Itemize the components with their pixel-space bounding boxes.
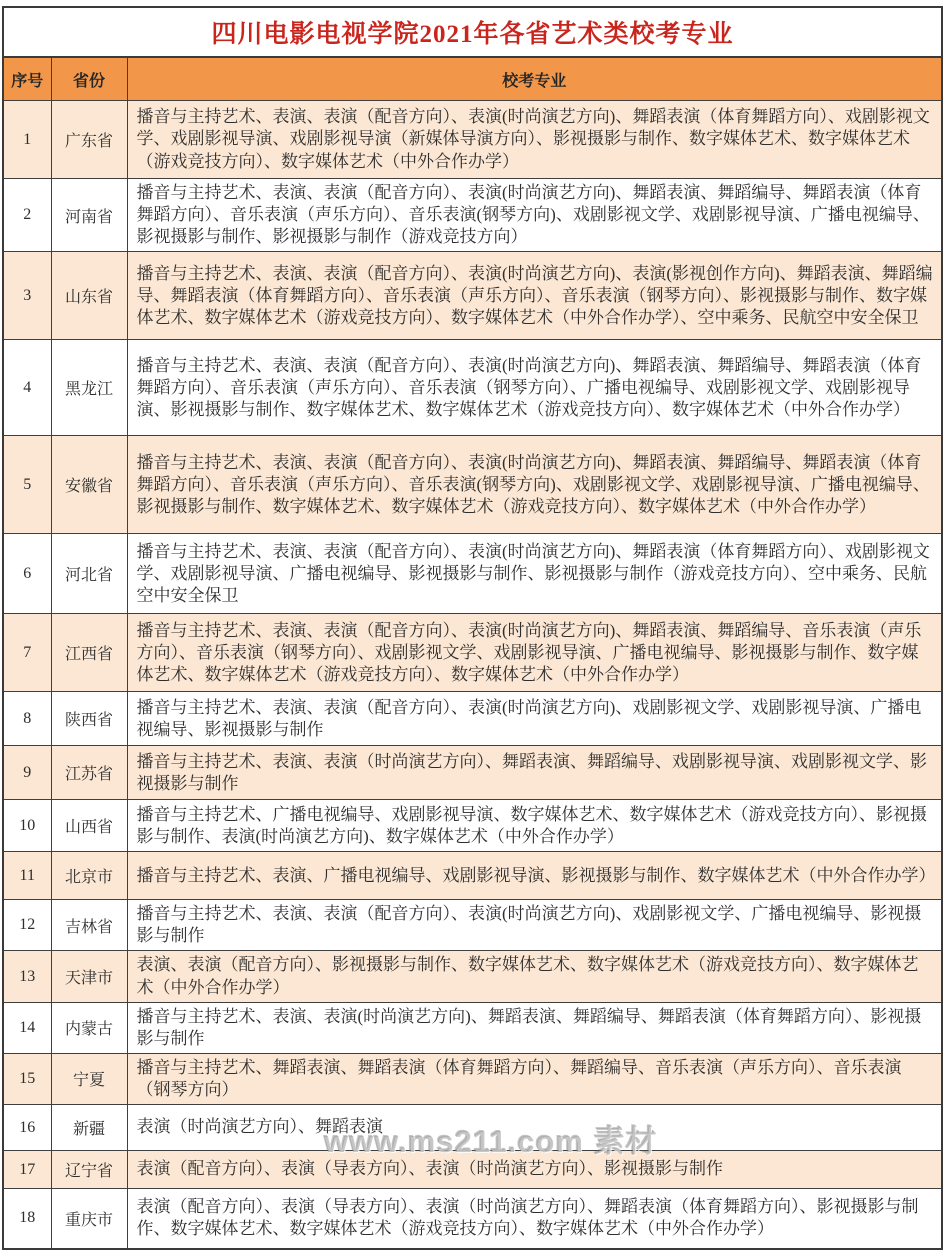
- row-no: 10: [3, 800, 51, 852]
- row-no: 6: [3, 534, 51, 614]
- table-row: [3, 852, 942, 900]
- exam-majors-table: [2, 6, 943, 1250]
- row-majors: 播音与主持艺术、表演、表演（配音方向）、表演(时尚演艺方向)、舞蹈表演（体育舞蹈方向）、戏剧影视文学、戏剧影视导演、广播电视编导、影视摄影与制作、影视摄影与制作（游戏竞技方向）、空中乘务、民航空中安全保卫: [127, 534, 942, 614]
- row-province: 黑龙江: [51, 340, 127, 436]
- row-province: 广东省: [51, 101, 127, 179]
- table-row: [3, 1002, 942, 1053]
- column-header-majors: 校考专业: [127, 57, 942, 101]
- page: [2, 0, 943, 1250]
- title-row: [3, 7, 942, 57]
- table-row: [3, 1053, 942, 1104]
- row-no: 2: [3, 179, 51, 252]
- row-province: 天津市: [51, 951, 127, 1002]
- table-row: [3, 1189, 942, 1249]
- table-row: [3, 614, 942, 692]
- page-title: 四川电影电视学院2021年各省艺术类校考专业: [3, 7, 942, 57]
- row-majors: 播音与主持艺术、表演、表演（配音方向）、表演(时尚演艺方向)、表演(影视创作方向)、舞蹈表演、舞蹈编导、舞蹈表演（体育舞蹈方向）、音乐表演（声乐方向）、音乐表演（钢琴方向）、影视摄影与制作、数字媒体艺术、数字媒体艺术（游戏竞技方向）、数字媒体艺术（中外合作办学）、空中乘务、民航空中安全保卫: [127, 252, 942, 340]
- row-no: 16: [3, 1105, 51, 1151]
- table-row: [3, 101, 942, 179]
- watermark: www.ms211.com 素材: [324, 1124, 658, 1159]
- table-row: [3, 1151, 942, 1189]
- row-province: 河南省: [51, 179, 127, 252]
- row-majors: 播音与主持艺术、表演、表演（配音方向）、表演(时尚演艺方向)、舞蹈表演、舞蹈编导、舞蹈表演（体育舞蹈方向）、音乐表演（声乐方向）、音乐表演(钢琴方向)、戏剧影视文学、戏剧影视导演、广播电视编导、影视摄影与制作、影视摄影与制作（游戏竞技方向）: [127, 179, 942, 252]
- column-header-no: 序号: [3, 57, 51, 101]
- row-province: 宁夏: [51, 1053, 127, 1104]
- column-header-province: 省份: [51, 57, 127, 101]
- row-no: 5: [3, 436, 51, 534]
- row-no: 14: [3, 1002, 51, 1053]
- row-majors: 播音与主持艺术、表演、表演（配音方向）、表演(时尚演艺方向)、舞蹈表演、舞蹈编导、音乐表演（声乐方向）、音乐表演（钢琴方向）、戏剧影视文学、戏剧影视导演、广播电视编导、影视摄影与制作、数字媒体艺术、数字媒体艺术（游戏竞技方向）、数字媒体艺术（中外合作办学）: [127, 614, 942, 692]
- row-no: 13: [3, 951, 51, 1002]
- row-no: 4: [3, 340, 51, 436]
- row-no: 9: [3, 746, 51, 800]
- table-row: [3, 436, 942, 534]
- row-majors: 播音与主持艺术、表演、表演(时尚演艺方向)、舞蹈表演、舞蹈编导、舞蹈表演（体育舞蹈方向）、影视摄影与制作: [127, 1002, 942, 1053]
- row-majors: 播音与主持艺术、舞蹈表演、舞蹈表演（体育舞蹈方向）、舞蹈编导、音乐表演（声乐方向）、音乐表演（钢琴方向）: [127, 1053, 942, 1104]
- row-no: 1: [3, 101, 51, 179]
- row-majors: 表演（配音方向）、表演（导表方向）、表演（时尚演艺方向）、影视摄影与制作: [127, 1151, 942, 1189]
- row-province: 重庆市: [51, 1189, 127, 1249]
- row-majors: 播音与主持艺术、表演、表演（时尚演艺方向）、舞蹈表演、舞蹈编导、戏剧影视导演、戏剧影视文学、影视摄影与制作: [127, 746, 942, 800]
- table-row: [3, 252, 942, 340]
- table-row: [3, 179, 942, 252]
- row-majors: 播音与主持艺术、表演、表演（配音方向）、表演(时尚演艺方向)、舞蹈表演、舞蹈编导、舞蹈表演（体育舞蹈方向）、音乐表演（声乐方向）、音乐表演(钢琴方向)、戏剧影视文学、戏剧影视导演、广播电视编导、影视摄影与制作、数字媒体艺术、数字媒体艺术（游戏竞技方向）、数字媒体艺术（中外合作办学）: [127, 436, 942, 534]
- row-province: 新疆: [51, 1105, 127, 1151]
- row-no: 18: [3, 1189, 51, 1249]
- row-province: 辽宁省: [51, 1151, 127, 1189]
- row-majors: 播音与主持艺术、表演、表演（配音方向）、表演(时尚演艺方向)、舞蹈表演（体育舞蹈方向）、戏剧影视文学、戏剧影视导演、戏剧影视导演（新媒体导演方向）、影视摄影与制作、数字媒体艺术、数字媒体艺术（游戏竞技方向）、数字媒体艺术（中外合作办学）: [127, 101, 942, 179]
- row-province: 内蒙古: [51, 1002, 127, 1053]
- row-province: 江苏省: [51, 746, 127, 800]
- row-province: 北京市: [51, 852, 127, 900]
- row-no: 12: [3, 900, 51, 951]
- table-row: [3, 800, 942, 852]
- row-no: 3: [3, 252, 51, 340]
- table-header-row: [3, 57, 942, 101]
- row-province: 江西省: [51, 614, 127, 692]
- row-province: 吉林省: [51, 900, 127, 951]
- row-majors: 播音与主持艺术、广播电视编导、戏剧影视导演、数字媒体艺术、数字媒体艺术（游戏竞技方向）、影视摄影与制作、表演(时尚演艺方向)、数字媒体艺术（中外合作办学）: [127, 800, 942, 852]
- row-province: 山东省: [51, 252, 127, 340]
- row-no: 7: [3, 614, 51, 692]
- row-majors: 播音与主持艺术、表演、广播电视编导、戏剧影视导演、影视摄影与制作、数字媒体艺术（中外合作办学）: [127, 852, 942, 900]
- table-row: [3, 900, 942, 951]
- row-province: 河北省: [51, 534, 127, 614]
- row-province: 陕西省: [51, 692, 127, 746]
- row-no: 11: [3, 852, 51, 900]
- table-row: [3, 692, 942, 746]
- table-row: [3, 1105, 942, 1151]
- row-no: 8: [3, 692, 51, 746]
- row-majors: 播音与主持艺术、表演、表演（配音方向）、表演(时尚演艺方向)、戏剧影视文学、戏剧影视导演、广播电视编导、影视摄影与制作: [127, 692, 942, 746]
- table-row: [3, 534, 942, 614]
- row-province: 山西省: [51, 800, 127, 852]
- table-row: [3, 340, 942, 436]
- row-no: 15: [3, 1053, 51, 1104]
- row-majors: 表演、表演（配音方向）、影视摄影与制作、数字媒体艺术、数字媒体艺术（游戏竞技方向）、数字媒体艺术（中外合作办学）: [127, 951, 942, 1002]
- row-majors: 表演（时尚演艺方向）、舞蹈表演: [127, 1105, 942, 1151]
- row-majors: 表演（配音方向）、表演（导表方向）、表演（时尚演艺方向）、舞蹈表演（体育舞蹈方向）、影视摄影与制作、数字媒体艺术、数字媒体艺术（游戏竞技方向）、数字媒体艺术（中外合作办学）: [127, 1189, 942, 1249]
- table-row: [3, 951, 942, 1002]
- row-majors: 播音与主持艺术、表演、表演（配音方向）、表演(时尚演艺方向)、舞蹈表演、舞蹈编导、舞蹈表演（体育舞蹈方向）、音乐表演（声乐方向）、音乐表演（钢琴方向）、广播电视编导、戏剧影视文学、戏剧影视导演、影视摄影与制作、数字媒体艺术、数字媒体艺术（游戏竞技方向）、数字媒体艺术（中外合作办学）: [127, 340, 942, 436]
- table-row: [3, 746, 942, 800]
- row-province: 安徽省: [51, 436, 127, 534]
- row-majors: 播音与主持艺术、表演、表演（配音方向）、表演(时尚演艺方向)、戏剧影视文学、广播电视编导、影视摄影与制作: [127, 900, 942, 951]
- row-no: 17: [3, 1151, 51, 1189]
